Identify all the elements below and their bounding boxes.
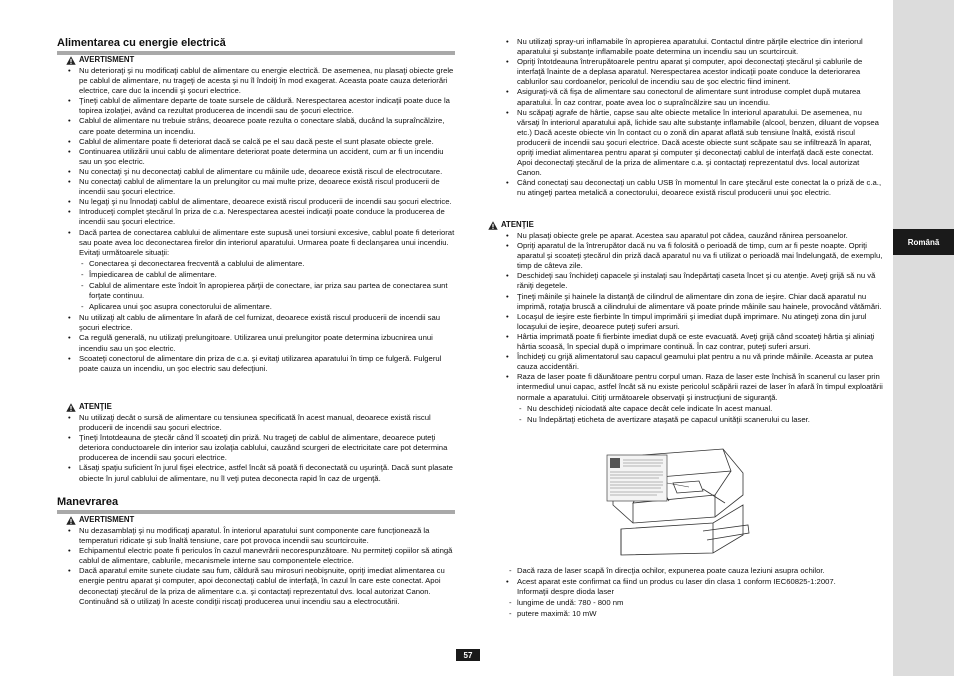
list-item: • Lăsaţi spaţiu suficient în jurul fişei electrice, astfel încât să poată fi deconectată cu uşurinţă. Dacă sunt plasate obiecte în jurul cablului de alimentare, nu îl veţi putea deconecta rapid în caz de urgenţă. [57, 463, 457, 483]
caution-heading [66, 401, 457, 413]
list-item: • Opriţi aparatul de la întrerupător dacă nu va fi folosită o perioadă de timp, cum ar fi peste noapte. Opriţi aparatul şi scoateţi ştecărul din priză dacă aparatul nu va fi utilizat o perioadă mai îndelungată, de exemplu, timp de câteva zile. [495, 241, 885, 271]
list-item [495, 577, 885, 597]
diode-info-label: Informaţii despre dioda laser [517, 587, 614, 597]
list-item: • Cablul de alimentare nu trebuie strâns, deoarece poate rezulta o conectare slabă, ducând la supraîncălzire, care poate determina un incendiu. [57, 116, 457, 136]
list-item: • Când conectaţi sau deconectaţi un cablu USB în momentul în care ştecărul este conectat la o priză de c.a., nu atingeţi partea metalică a conectorului, deoarece există riscul producerii unui şoc electric. [495, 178, 885, 198]
laser-info-block [495, 565, 885, 620]
list-item: • Hârtia imprimată poate fi fierbinte imediat după ce este evacuată. Aveţi grijă când scoateţi hârtia şi aliniaţi hârtia scoasă, în special după o imprimare continuă. În caz contrar, puteţi suferi arsuri. [495, 332, 885, 352]
warning-triangle-icon [66, 516, 76, 525]
warning-label: AVERTISMENT [79, 54, 135, 64]
list-item: • Nu dezasamblaţi şi nu modificaţi aparatul. În interiorul aparatului sunt componente care funcţionează la temperaturi ridicate şi sub înaltă tensiune, care pot provoca incendii sau scurtcircuite. [57, 526, 457, 546]
power-warning-block [57, 54, 457, 374]
list-item: • Închideţi cu grijă alimentatorul sau capacul geamului plat pentru a nu vă prinde mâinile. Aceasta ar putea cauza accidentări. [495, 352, 885, 372]
section-title-handling: Manevrarea [57, 496, 455, 514]
laser-text: Raza de laser poate fi dăunătoare pentru corpul uman. Raza de laser este închisă în scanerul cu laser prin intermediul unui capac, astfel încât să nu existe pericolul scăpării razei de laser în afară în timpul exploatării normale a aparatului. Citiţi următoarele observaţii şi instrucţiuni de siguranţă. [517, 372, 883, 402]
list-item [57, 228, 457, 313]
sub-item: - Împiedicarea de cablul de alimentare. [57, 270, 457, 280]
list-item: • Nu legaţi şi nu înnodaţi cablul de alimentare, deoarece există riscul producerii de incendii sau şocuri electrice. [57, 197, 457, 207]
list-item: • Nu utilizaţi alt cablu de alimentare în afară de cel furnizat, deoarece există riscul producerii de incendii sau şocuri electrice. [57, 313, 457, 333]
list-item: • Nu conectaţi şi nu deconectaţi cablul de alimentare cu mâinile ude, deoarece există riscul de electrocutare. [57, 167, 457, 177]
caution-heading [488, 219, 885, 231]
sub-item: - Conectarea şi deconectarea frecventă a cablului de alimentare. [57, 259, 457, 269]
list-item: • Ca regulă generală, nu utilizaţi prelungitoare. Utilizarea unui prelungitor poate determina izbucnirea unui incendiu sau un şoc electric. [57, 333, 457, 353]
page-number: 57 [456, 649, 480, 661]
warning-heading [66, 54, 457, 66]
sub-item: - lungime de undă: 780 - 800 nm [485, 598, 885, 608]
power-caution-list [57, 413, 457, 484]
list-item: • Asiguraţi-vă că fişa de alimentare sau conectorul de alimentare sunt introduse complet după mutarea aparatului. În caz contrar, poate avea loc o supraîncălzire sau un incendiu. [495, 87, 885, 107]
list-item: • Introduceţi complet ştecărul în priza de c.a. Nerespectarea acestei indicaţii poate conduce la producerea de incendii sau şocuri electrice. [57, 207, 457, 227]
printer-illustration [603, 443, 751, 558]
caution-label: ATENŢIE [79, 401, 112, 411]
handling-warning-block [57, 514, 457, 607]
handling-warning-continued [495, 37, 885, 199]
list-item: • Ţineţi întotdeauna de ştecăr când îl scoateţi din priză. Nu trageţi de cablul de alimentare, deoarece puteţi deteriora conductoarele din interior sau izolaţia cablului, cauzând scurgeri de electricitate care pot determina producerea de incendii sau şocuri electrice. [57, 433, 457, 463]
list-item: • Dacă aparatul emite sunete ciudate sau fum, căldură sau mirosuri neobişnuite, opriţi imediat alimentarea cu energie pentru aparat şi computer, apoi deconectaţi cablul de interfaţă, în cazul în care este conectat. Apoi deconectaţi ştecărul de la priza de alimentare c.a. şi contactaţi reprezentatul dvs. local autorizat Canon. Continuând să o utilizaţi în aceste condiţii riscaţi producerea unui incendiu sau a electrocutării. [57, 566, 457, 606]
list-item: • Scoateţi conectorul de alimentare din priza de c.a. şi evitaţi utilizarea aparatului în timp ce fulgeră. Fulgerul poate cauza un incendiu, un şoc electric sau defecţiuni. [57, 354, 457, 374]
warning-heading [66, 514, 457, 526]
sub-item: - Aplicarea unui şoc asupra conectorului de alimentare. [57, 302, 457, 312]
power-caution-block [57, 401, 457, 484]
language-tab: Română [893, 229, 954, 255]
list-item: • Nu deterioraţi şi nu modificaţi cablul de alimentare cu energie electrică. De asemenea, nu plasaţi obiecte grele pe cablul de alimentare, nu trageţi de acesta şi nu îl îndoiţi în mod exagerat. Aceasta poate cauza deteriorări electrice, care duc la incendii şi şocuri electrice. [57, 66, 457, 96]
printer-line-drawing-icon [603, 443, 751, 558]
sub-item: - putere maximă: 10 mW [485, 609, 885, 619]
laser-cert-list [495, 577, 885, 597]
section-title-power: Alimentarea cu energie electrică [57, 37, 455, 55]
handling-warning-list-2 [495, 37, 885, 199]
twist-sublist [57, 259, 457, 312]
handling-caution-list [495, 231, 885, 425]
caution-triangle-icon [488, 221, 498, 230]
laser-sublist [495, 404, 885, 425]
warning-label: AVERTISMENT [79, 514, 135, 524]
power-warning-list [57, 66, 457, 374]
twist-text: Dacă partea de conectarea cablului de alimentare este supusă unei torsiuni excesive, cablul poate fi deteriorat sau poate avea loc deconectarea firelor din interiorul aparatului. Urmarea poate fi declanşarea unui incendiu. Evitaţi următoarele situaţii: [79, 227, 455, 257]
language-sidebar [893, 0, 954, 676]
diode-spec-list [485, 598, 885, 619]
list-item: • Ţineţi mâinile şi hainele la distanţă de cilindrul de alimentare din zona de ieşire. Chiar dacă aparatul nu imprimă, rotaţia bruscă a cilindrului de alimentare vă poate prinde mâinile sau hainele, provocând vătămări. [495, 292, 885, 312]
caution-triangle-icon [66, 403, 76, 412]
sub-item: - Nu deschideţi niciodată alte capace decât cele indicate în acest manual. [495, 404, 885, 414]
caution-label: ATENŢIE [501, 219, 534, 229]
handling-warning-list [57, 526, 457, 607]
sub-item: - Cablul de alimentare este îndoit în apropierea părţii de conectare, iar priza sau partea de conectarea sunt forţate continuu. [57, 281, 457, 301]
list-item: • Locaşul de ieşire este fierbinte în timpul imprimării şi imediat după imprimare. Nu atingeţi zona din jurul locaşului de ieşire, deoarece puteţi suferi arsuri. [495, 312, 885, 332]
sub-item: - Dacă raza de laser scapă în direcţia ochilor, expunerea poate cauza leziuni asupra ochilor. [485, 566, 885, 576]
list-item: • Echipamentul electric poate fi periculos în cazul manevrării necorespunzătoare. Nu permiteţi copiilor să atingă cablul de alimentare, cablurile, mecanismele interne sau componentele electrice. [57, 546, 457, 566]
list-item: • Cablul de alimentare poate fi deteriorat dacă se calcă pe el sau dacă peste el sunt plasate obiecte grele. [57, 137, 457, 147]
warning-triangle-icon [66, 56, 76, 65]
list-item: • Ţineţi cablul de alimentare departe de toate sursele de căldură. Nerespectarea acestor indicaţii poate duce la topirea izolaţiei, având ca rezultat producerea de incendii sau de şocuri electrice. [57, 96, 457, 116]
list-item: • Continuarea utilizării unui cablu de alimentare deteriorat poate determina un accident, cum ar fi un incendiu sau un şoc electric. [57, 147, 457, 167]
list-item: • Nu plasaţi obiecte grele pe aparat. Acestea sau aparatul pot cădea, cauzând rănirea persoanelor. [495, 231, 885, 241]
list-item: • Nu utilizaţi decât o sursă de alimentare cu tensiunea specificată în acest manual, deoarece există riscul producerii de incendii sau şocuri electrice. [57, 413, 457, 433]
sub-item: - Nu îndepărtaţi eticheta de avertizare ataşată pe capacul unităţii scanerului cu laser. [495, 415, 885, 425]
list-item: • Nu utilizaţi spray-uri inflamabile în apropierea aparatului. Contactul dintre părţile electrice din interiorul aparatului şi substanţe inflamabile poate determina un incendiu sau un scurtcircuit. [495, 37, 885, 57]
list-item: • Nu conectaţi cablul de alimentare la un prelungitor cu mai multe prize, deoarece există riscul producerii de incendii sau şocuri electrice. [57, 177, 457, 197]
laser-sublist-2 [485, 566, 885, 576]
list-item: • Nu scăpaţi agrafe de hârtie, capse sau alte obiecte metalice în interiorul aparatului. De asemenea, nu vărsaţi în interiorul aparatului apă, lichide sau alte substanţe inflamabile (alcool, benzen, diluant de vopsea etc.) Dacă aceste obiecte vin în contact cu o zonă din aparat aflată sub tensiune înaltă, există riscul producerii de incendii sau şocuri electrice. Dacă aceste obiecte sunt scăpate sau se infiltrează în aparat, opriţi imediat alimentarea pentru aparat şi computer şi deconectaţi cablul de interfaţă dacă este conectat. Apoi deconectaţi ştecărul de la priza de alimentare c.a. şi contactaţi reprezentatul dvs. local autorizat Canon. [495, 108, 885, 179]
handling-caution-block [495, 219, 885, 426]
list-item [495, 372, 885, 424]
list-item: • Opriţi întotdeauna întrerupătoarele pentru aparat şi computer, apoi deconectaţi ştecărul şi cablurile de interfaţă înainte de a deplasa aparatul. Nerespectarea acestor indicaţii poate conduce la deteriorarea cablurilor sau cordoanelor, pericolul de incendiu sau de şoc electric fiind iminent. [495, 57, 885, 87]
list-item: • Deschideţi sau închideţi capacele şi instalaţi sau îndepărtaţi caseta încet şi cu atenţie. Aveţi grijă să nu vă răniţi degetele. [495, 271, 885, 291]
certified-text: • Acest aparat este confirmat ca fiind un produs cu laser din clasa 1 conform IEC60825-1:2007. [517, 577, 836, 587]
